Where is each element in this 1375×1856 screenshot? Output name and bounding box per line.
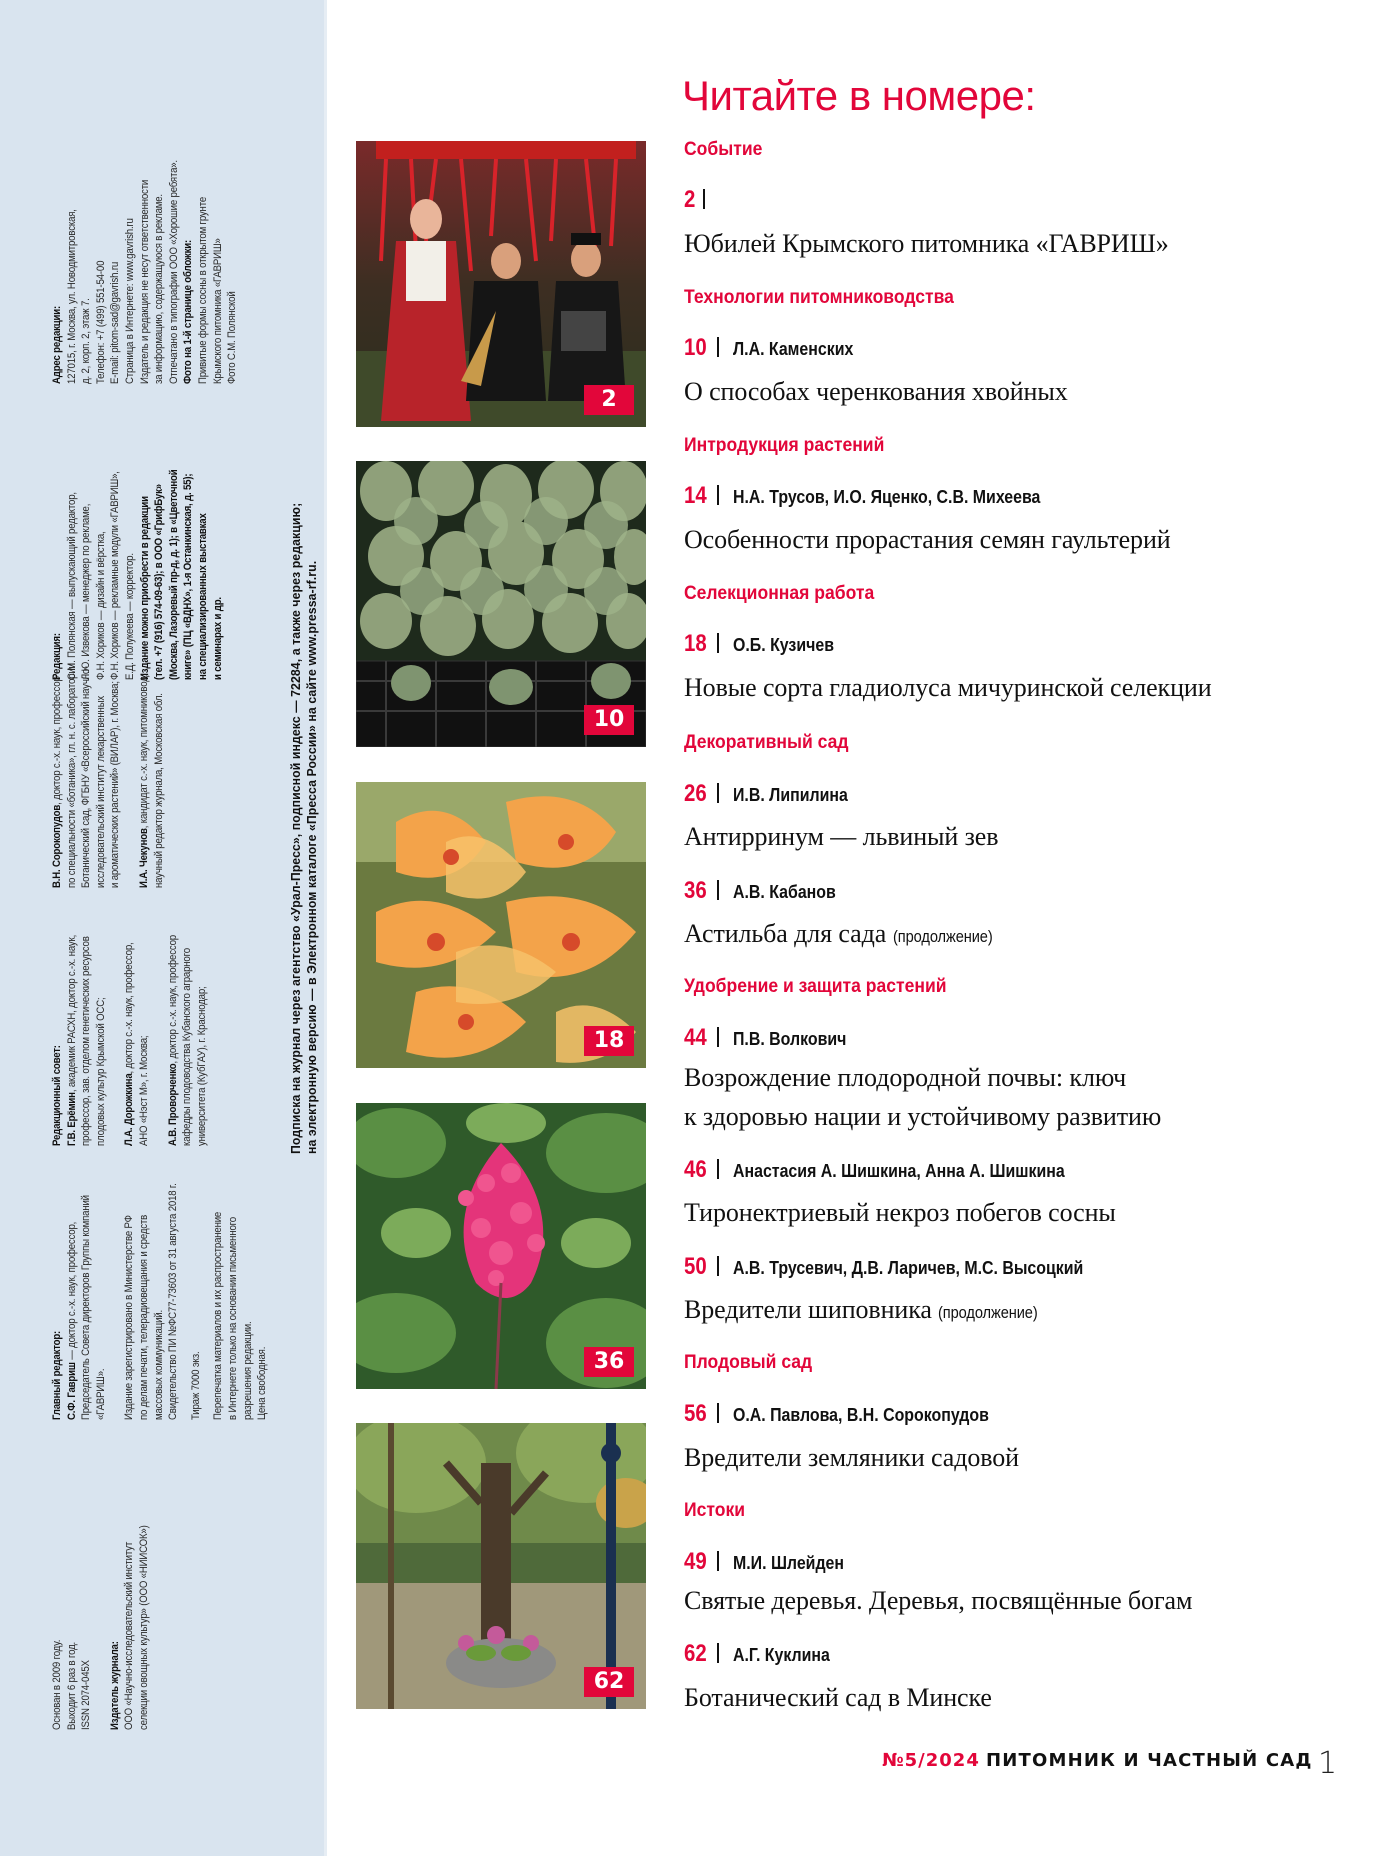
imprint-line: Свидетельство ПИ №ФС77-73603 от 31 августа 2018 г. bbox=[167, 1183, 180, 1420]
article-meta[interactable] bbox=[684, 186, 719, 214]
section-heading: Плодовый сад bbox=[684, 1351, 813, 1373]
editorial-council-label: Редакционный совет: bbox=[51, 1045, 63, 1146]
imprint-line: разрешения редакции. bbox=[241, 1321, 254, 1420]
page-number: 1 bbox=[1318, 1746, 1338, 1781]
imprint-line: плодовых культур Крымской ОСС; bbox=[94, 997, 107, 1146]
article-title[interactable] bbox=[684, 374, 1068, 410]
imprint-line: Крымского питомника «ГАВРИШ» bbox=[211, 238, 224, 384]
imprint-line: кафедры плодоводства Кубанского аграрного bbox=[181, 948, 194, 1146]
imprint-line: (Москва, Лазоревый пр-д, д. 1); в «Цветочной bbox=[167, 469, 180, 680]
article-authors: И.В. Липилина bbox=[732, 784, 848, 805]
subscription-line: Подписка на журнал через агентство «Урал-Пресс», подписной индекс — 72284, а также через редакцию; bbox=[288, 502, 303, 1154]
imprint-line: Цена свободная. bbox=[256, 1346, 269, 1420]
article-page[interactable]: 46 bbox=[684, 1156, 707, 1183]
article-authors: А.В. Трусевич, Д.В. Ларичев, М.С. Высоцкий bbox=[732, 1257, 1084, 1278]
article-meta[interactable] bbox=[684, 334, 873, 362]
article-meta[interactable] bbox=[684, 1156, 1118, 1184]
separator-bar bbox=[717, 337, 719, 357]
imprint-line: Перепечатка материалов и их распространение bbox=[212, 1211, 225, 1420]
imprint-line: за информацию, содержащуюся в рекламе. bbox=[153, 194, 166, 384]
imprint-line: Ф.Н. Хориков — рекламные модули «ГАВРИШ», bbox=[109, 471, 122, 680]
photo-garden-tree bbox=[356, 1423, 646, 1709]
address-label: Адрес редакции: bbox=[51, 305, 63, 384]
imprint-line: Е.Д. Полукеева — корректор. bbox=[123, 553, 136, 680]
photo-conifer-seedlings bbox=[356, 461, 646, 747]
separator-bar bbox=[717, 880, 719, 900]
article-meta[interactable] bbox=[684, 1400, 1030, 1428]
section-heading: Интродукция растений bbox=[684, 434, 885, 456]
email-link[interactable]: E-mail: pitom-sad@gavrish.ru bbox=[109, 261, 122, 384]
imprint-line: массовых коммуникаций. bbox=[152, 1310, 165, 1420]
article-authors: Анастасия А. Шишкина, Анна А. Шишкина bbox=[732, 1160, 1065, 1181]
article-title-text[interactable]: Юбилей Крымского питомника «ГАВРИШ» bbox=[684, 229, 1169, 258]
imprint-line: Ботанический сад, ФГБНУ «Всероссийский научно- bbox=[80, 665, 93, 888]
editorial-council-block bbox=[50, 935, 209, 1146]
article-page[interactable]: 18 bbox=[684, 630, 707, 657]
article-title[interactable] bbox=[684, 1583, 1192, 1619]
section-heading: Селекционная работа bbox=[684, 582, 875, 604]
article-meta[interactable] bbox=[684, 1253, 1140, 1281]
imprint-line: Телефон: +7 (499) 551-54-00 bbox=[94, 260, 107, 384]
article-authors: Н.А. Трусов, И.О. Яценко, С.В. Михеева bbox=[732, 486, 1041, 507]
article-title[interactable] bbox=[684, 819, 998, 855]
article-title-text[interactable]: Возрождение плодородной почвы: ключ bbox=[684, 1063, 1127, 1092]
separator-bar bbox=[717, 1643, 719, 1663]
separator-bar bbox=[717, 633, 719, 653]
article-title-text[interactable]: Ботанический сад в Минске bbox=[684, 1683, 992, 1712]
section-heading: Технологии питомниководства bbox=[684, 286, 954, 308]
article-title-text[interactable]: Тиронектриевый некроз побегов сосны bbox=[684, 1198, 1116, 1227]
imprint-line: «ГАВРИШ». bbox=[94, 1368, 107, 1420]
section-heading: Истоки bbox=[684, 1499, 746, 1521]
separator-bar bbox=[717, 1551, 719, 1571]
article-title-text[interactable]: Антирринум — львиный зев bbox=[684, 822, 999, 851]
separator-bar bbox=[717, 783, 719, 803]
imprint-line: Издатель и редакция не несут ответственности bbox=[138, 179, 151, 384]
imprint-line: , доктор с.-х. наук, профессор, bbox=[123, 942, 136, 1074]
article-page[interactable]: 26 bbox=[684, 780, 707, 807]
article-meta[interactable] bbox=[684, 1640, 845, 1668]
imprint-line: , академик РАСХН, доктор с.-х. наук, bbox=[65, 934, 78, 1093]
subscription-line: на электронную версию — в Электронном каталоге «Пресса России» на сайте www.pressa-rf.ru. bbox=[303, 560, 319, 1154]
separator-bar bbox=[703, 189, 705, 209]
article-title[interactable] bbox=[684, 1680, 992, 1716]
article-title-text[interactable]: Святые деревья. Деревья, посвящённые богам bbox=[684, 1586, 1193, 1615]
article-page[interactable]: 44 bbox=[684, 1024, 707, 1051]
article-page[interactable]: 49 bbox=[684, 1548, 707, 1575]
imprint-line: д. 2, корп. 2, этаж 7. bbox=[80, 298, 93, 384]
imprint-line: Издание можно приобрести в редакции bbox=[138, 496, 151, 680]
article-meta[interactable] bbox=[684, 780, 866, 808]
article-page[interactable]: 56 bbox=[684, 1400, 707, 1427]
article-title[interactable] bbox=[684, 916, 1008, 955]
article-title[interactable] bbox=[684, 1195, 1116, 1231]
article-page[interactable]: 10 bbox=[684, 334, 707, 361]
article-authors: Л.А. Каменских bbox=[732, 338, 854, 359]
article-note: (продолжение) bbox=[938, 1303, 1038, 1322]
council-member-name: Л.А. Дорожкина bbox=[123, 1073, 136, 1146]
article-authors: О.Б. Кузичев bbox=[732, 634, 834, 655]
council-member-name: А.В. Проворченко bbox=[166, 1063, 179, 1146]
editorial-address-block bbox=[50, 160, 240, 384]
imprint-rotated-frame bbox=[0, 0, 327, 1856]
imprint-line: исследовательский институт лекарственных bbox=[94, 695, 107, 888]
toc-title: Читайте в номере: bbox=[682, 72, 1036, 119]
chief-editor-label: Главный редактор: bbox=[51, 1330, 63, 1420]
section-heading: Декоративный сад bbox=[684, 731, 849, 753]
article-meta[interactable] bbox=[684, 1024, 865, 1052]
imprint-line: на специализированных выставках bbox=[196, 513, 209, 680]
article-meta[interactable] bbox=[684, 482, 1090, 510]
page-badge: 62 bbox=[584, 1667, 634, 1697]
separator-bar bbox=[717, 1159, 719, 1179]
page-badge: 10 bbox=[584, 705, 634, 735]
imprint-line: Выходит 6 раз в год. bbox=[65, 1641, 78, 1730]
separator-bar bbox=[717, 1027, 719, 1047]
imprint-line: селекции овощных культур» (ООО «НИИСОК») bbox=[137, 1525, 150, 1730]
imprint-line: , кандидат с.-х. наук, питомниковод, bbox=[137, 673, 150, 829]
publisher-label: Издатель журнала: bbox=[108, 1641, 121, 1730]
imprint-line: Председатель Совета директоров Группы компаний bbox=[80, 1195, 93, 1420]
imprint-line: профессор, зав. отделом генетических ресурсов bbox=[80, 936, 93, 1146]
magazine-name: ПИТОМНИК И ЧАСТНЫЙ САД bbox=[986, 1750, 1313, 1771]
imprint-line: , доктор с.-х. наук, профессор bbox=[166, 935, 179, 1064]
article-page[interactable]: 50 bbox=[684, 1253, 707, 1280]
website-link[interactable]: Страница в Интернете: www.gavrish.ru bbox=[123, 218, 136, 384]
editorial-staff-label: Редакция: bbox=[51, 633, 63, 680]
article-authors: А.В. Кабанов bbox=[732, 881, 836, 902]
issue-number: №5/2024 bbox=[882, 1750, 980, 1771]
article-title[interactable] bbox=[684, 670, 1212, 706]
imprint-line: книге» (ПЦ «ВДНХ», 1-я Останкинская, д. 55); bbox=[182, 473, 195, 680]
article-title[interactable] bbox=[684, 1292, 1054, 1331]
imprint-line: 127015, г. Москва, ул. Новодмитровская, bbox=[65, 209, 78, 384]
article-title[interactable] bbox=[684, 1440, 1019, 1476]
imprint-line: ISSN 2074-045X bbox=[80, 1660, 93, 1730]
article-title-text[interactable]: Новые сорта гладиолуса мичуринской селекции bbox=[684, 673, 1212, 702]
article-page[interactable]: 36 bbox=[684, 877, 707, 904]
editorial-staff-block bbox=[50, 470, 225, 680]
imprint-line: и семинарах и др. bbox=[211, 597, 224, 680]
article-title[interactable] bbox=[684, 522, 1171, 558]
article-meta[interactable] bbox=[684, 877, 852, 905]
imprint-line: (тел. +7 (916) 574-09-63); в ООО «ГрифБук» bbox=[153, 484, 166, 680]
article-title-text[interactable]: Астильба для сада bbox=[684, 919, 887, 948]
article-title-text[interactable]: к здоровью нации и устойчивому развитию bbox=[684, 1102, 1162, 1131]
subscription-info bbox=[288, 503, 319, 1154]
article-title-text[interactable]: Вредители земляники садовой bbox=[684, 1443, 1019, 1472]
imprint-line: Привитые формы сосны в открытом грунте bbox=[196, 196, 209, 384]
photo-folk-ensemble bbox=[356, 141, 646, 427]
imprint-line: в Интернете только на основании письменного bbox=[226, 1217, 239, 1420]
photo-astilbe bbox=[356, 1103, 646, 1389]
separator-bar bbox=[717, 1403, 719, 1423]
article-page[interactable]: 14 bbox=[684, 482, 707, 509]
imprint-line: АНО «Нэст М», г. Москва; bbox=[137, 1035, 150, 1146]
article-title-continued[interactable] bbox=[684, 1099, 1161, 1135]
article-title[interactable] bbox=[684, 1060, 1126, 1096]
imprint-line: и ароматических растений» (ВИЛАР), г. Москва; bbox=[109, 681, 122, 888]
imprint-line: Фото С.М. Полянской bbox=[226, 291, 239, 384]
circulation: Тираж 7000 экз. bbox=[189, 1351, 202, 1420]
section-heading: Удобрение и защита растений bbox=[684, 975, 947, 997]
section-heading: Событие bbox=[684, 138, 763, 160]
article-page[interactable]: 2 bbox=[684, 186, 696, 213]
imprint-line: — доктор с.-х. наук, профессор, bbox=[65, 1221, 78, 1363]
separator-bar bbox=[717, 485, 719, 505]
council-member-name: И.А. Чекунов bbox=[137, 828, 150, 888]
imprint-founded-block bbox=[50, 1525, 152, 1730]
article-meta[interactable] bbox=[684, 1548, 862, 1576]
chief-editor-name: С.Ф. Гавриш bbox=[65, 1362, 78, 1420]
article-note: (продолжение) bbox=[892, 927, 993, 946]
page-badge: 18 bbox=[584, 1026, 634, 1056]
article-authors: М.И. Шлейден bbox=[732, 1552, 844, 1573]
imprint-line: ООО «Научно-исследовательский институт bbox=[123, 1541, 136, 1730]
article-meta[interactable] bbox=[684, 630, 850, 658]
article-title[interactable] bbox=[684, 226, 1169, 262]
imprint-line: , доктор с.-х. наук, профессор bbox=[51, 676, 63, 805]
imprint-line: Основан в 2009 году. bbox=[51, 1639, 63, 1730]
imprint-line: Издание зарегистрировано в Министерстве РФ bbox=[123, 1215, 136, 1420]
imprint-chief-block bbox=[50, 1183, 270, 1420]
imprint-line: научный редактор журнала, Московская обл. bbox=[152, 693, 165, 888]
imprint-line: Л.Ю. Извекова — менеджер по рекламе, bbox=[80, 503, 93, 680]
imprint-line: Ф.Н. Хориков — дизайн и вёрстка, bbox=[94, 531, 107, 680]
article-authors: О.А. Павлова, В.Н. Сорокопудов bbox=[732, 1404, 989, 1425]
article-title-text[interactable]: О способах черенкования хвойных bbox=[684, 377, 1068, 406]
article-page[interactable]: 62 bbox=[684, 1640, 707, 1667]
imprint-line: по делам печати, телерадиовещания и средств bbox=[137, 1214, 150, 1420]
council-member-name: В.Н. Сорокопудов bbox=[51, 804, 63, 888]
imprint-line: Отпечатано в типографии ООО «Хорошие ребята». bbox=[167, 160, 180, 384]
article-title-text[interactable]: Вредители шиповника bbox=[684, 1295, 932, 1324]
imprint-line: университета (КубГАУ), г. Краснодар; bbox=[195, 986, 208, 1146]
council-member-name: Г.В. Ерёмин bbox=[65, 1092, 78, 1146]
separator-bar bbox=[717, 1256, 719, 1276]
page-badge: 36 bbox=[584, 1347, 634, 1377]
article-title-text[interactable]: Особенности прорастания семян гаультерий bbox=[684, 525, 1171, 554]
imprint-line: по специальности «ботаника», гл. н. с. лаборатории bbox=[65, 663, 78, 888]
article-authors: А.Г. Куклина bbox=[732, 1644, 830, 1665]
imprint-sidebar bbox=[0, 0, 327, 1856]
imprint-line: С.М. Полянская — выпускающий редактор, bbox=[65, 492, 78, 680]
page-badge: 2 bbox=[584, 385, 634, 415]
editorial-council-block-2 bbox=[50, 663, 166, 888]
article-authors: П.В. Волкович bbox=[732, 1028, 847, 1049]
photo-gladiolus bbox=[356, 782, 646, 1068]
cover-photo-label: Фото на 1-й странице обложки: bbox=[182, 239, 195, 384]
